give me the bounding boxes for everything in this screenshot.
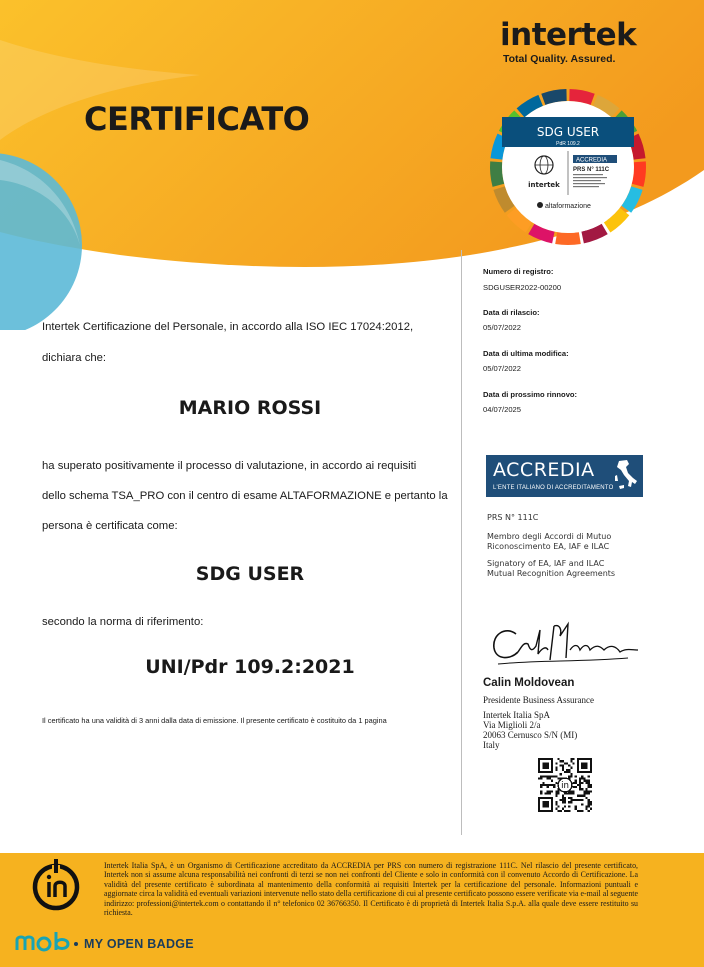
intertek-logo bbox=[500, 18, 660, 65]
norm-intro: secondo la norma di riferimento: bbox=[42, 616, 204, 628]
signer-city: 20063 Cernusco S/N (MI) bbox=[483, 730, 578, 740]
next-renewal-label: Data di prossimo rinnovo: bbox=[483, 390, 578, 399]
signer-company: Intertek Italia SpA bbox=[483, 710, 550, 720]
last-modified-value: 05/07/2022 bbox=[483, 364, 522, 373]
accredia-prs-number: PRS N° 111C bbox=[487, 513, 539, 522]
seal-subtitle: PdR 109.2 bbox=[556, 141, 580, 147]
footer-legal-text: Intertek Italia SpA, è un Organismo di Certificazione accreditato da ACCREDIA per PRS con numero di registrazione 111C. Nel rilascio del presente certificato, Intertek non si assume alcuna responsabilità nei confronti di terzi se non nei confronti del Cliente e solo in conformità con il convenuto Accordo di Certificazione. La validità del presente certificato è subordinata al mantenimento della conformità ai requisiti Intertek per la certificazione del personale. Informazioni puntuali e aggiornate circa la validità ed eventuali variazioni intervenute nello stato della certificazione di cui al presente certificato possono essere verificate via e-mail al seguente indirizzo: professioni@intertek.com o contattando il n° telefonico 02 36766350. Il Certificato è di proprietà di Intertek Italia S.p.A. alla quale deve essere restituito su richiesta. bbox=[104, 861, 638, 918]
seal-title: SDG USER bbox=[536, 125, 600, 139]
handwritten-signature bbox=[488, 620, 648, 670]
assessment-line-3: persona è certificata come: bbox=[42, 520, 178, 532]
seal-accredia-code: PRS N° 111C bbox=[573, 167, 610, 173]
accredia-logo bbox=[486, 455, 643, 497]
svg-text:in: in bbox=[561, 781, 569, 792]
seal-intertek-logo: intertek bbox=[528, 181, 560, 189]
intertek-tagline: Total Quality. Assured. bbox=[503, 53, 616, 65]
certified-role: SDG USER bbox=[195, 563, 305, 585]
signer-street: Via Miglioli 2/a bbox=[483, 720, 541, 730]
assessment-line-1: ha superato positivamente il processo di valutazione, in accordo ai requisiti bbox=[42, 460, 417, 472]
issue-date-label: Data di rilascio: bbox=[483, 308, 540, 317]
sdg-user-seal bbox=[488, 87, 648, 247]
validity-note: Il certificato ha una validità di 3 anni dalla data di emissione. Il presente certificato è costituito da 1 pagina bbox=[42, 716, 387, 725]
certificate-title: CERTIFICATO bbox=[84, 100, 310, 138]
sdg-ring-segment bbox=[555, 232, 581, 245]
mob-logo bbox=[14, 926, 84, 958]
italy-map-icon bbox=[613, 459, 639, 493]
accredia-subtitle: L'ENTE ITALIANO DI ACCREDITAMENTO bbox=[493, 485, 614, 491]
declares-text: dichiara che: bbox=[42, 352, 107, 364]
assessment-line-2: dello schema TSA_PRO con il centro di esame ALTAFORMAZIONE e pertanto la bbox=[42, 490, 448, 502]
column-divider bbox=[461, 250, 462, 835]
seal-accredia-title: ACCREDIA bbox=[576, 157, 608, 164]
holder-name: MARIO ROSSI bbox=[178, 397, 322, 419]
qr-code[interactable] bbox=[538, 758, 592, 812]
registry-number-value: SDGUSER2022-00200 bbox=[483, 283, 562, 292]
reference-norm: UNI/Pdr 109.2:2021 bbox=[145, 656, 355, 678]
signer-role: Presidente Business Assurance bbox=[483, 695, 594, 705]
last-modified-label: Data di ultima modifica: bbox=[483, 349, 569, 358]
next-renewal-value: 04/07/2025 bbox=[483, 405, 522, 414]
accredia-signatory-line-1: Signatory of EA, IAF and ILAC bbox=[487, 559, 605, 568]
issue-date-value: 05/07/2022 bbox=[483, 323, 522, 332]
footer-band bbox=[0, 853, 704, 967]
accredia-wordmark: ACCREDIA bbox=[493, 459, 595, 481]
intertek-logo-word: intertek bbox=[500, 17, 637, 53]
accredia-signatory-line-2: Mutual Recognition Agreements bbox=[487, 569, 616, 578]
signer-name: Calin Moldovean bbox=[483, 677, 575, 689]
seal-altaformazione-logo: altaformazione bbox=[545, 203, 591, 210]
accredia-member-line-2: Riconoscimento EA, IAF e ILAC bbox=[487, 542, 610, 551]
signer-country: Italy bbox=[483, 740, 500, 750]
issuer-statement: Intertek Certificazione del Personale, in accordo alla ISO IEC 17024:2012, bbox=[42, 321, 414, 333]
registry-number-label: Numero di registro: bbox=[483, 267, 554, 276]
open-badge-icon bbox=[30, 859, 82, 921]
my-open-badge-label: MY OPEN BADGE bbox=[84, 937, 194, 951]
accredia-member-line-1: Membro degli Accordi di Mutuo bbox=[487, 532, 612, 541]
